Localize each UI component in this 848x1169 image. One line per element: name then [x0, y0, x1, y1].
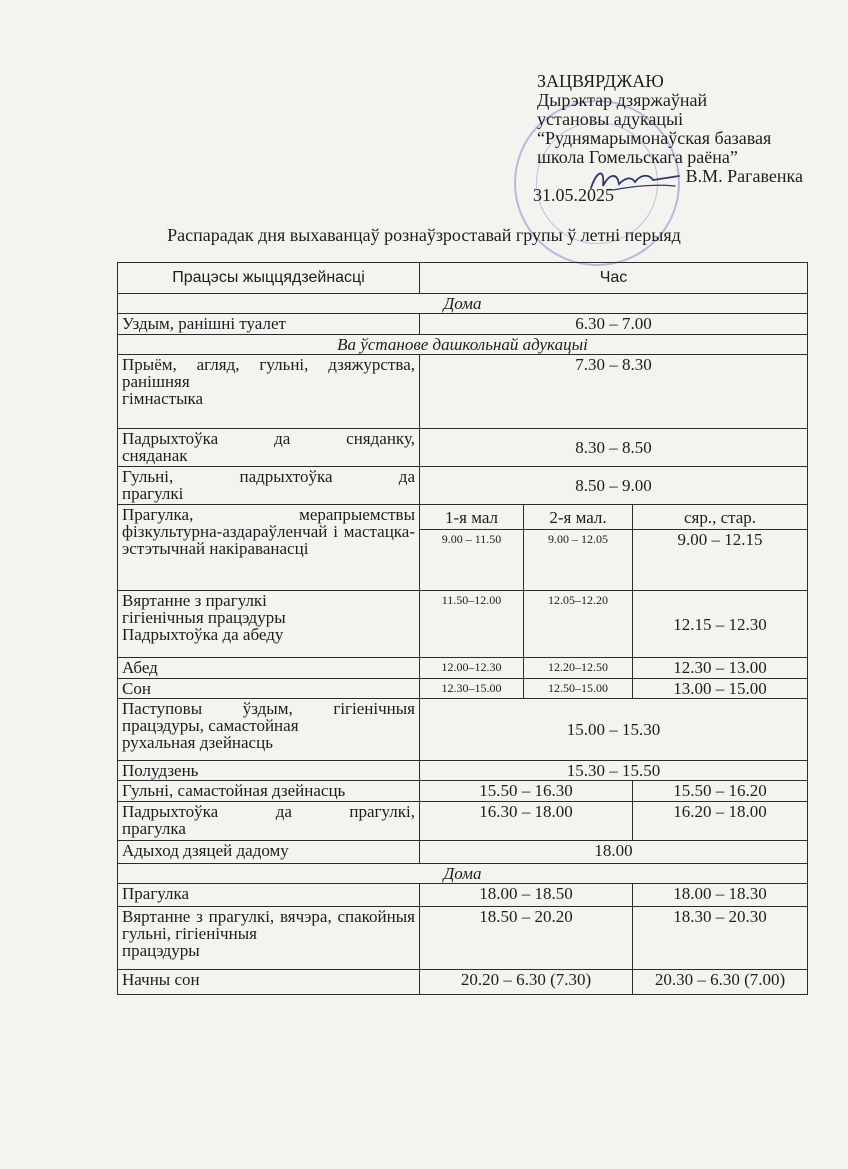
process-text: рухальная дзейнасць — [122, 733, 273, 753]
process-cell — [118, 429, 420, 467]
table-row — [118, 314, 808, 335]
time-cell-group-2: 12.20–12.50 — [524, 658, 633, 679]
process-cell — [118, 591, 420, 658]
process-text: працэдуры — [122, 940, 200, 960]
table-row — [118, 970, 808, 995]
time-cell-group-2: 12.50–15.00 — [524, 678, 633, 699]
process-text: Гульні, падрыхтоўка да — [122, 467, 415, 487]
table-row — [118, 591, 808, 658]
table-row — [118, 658, 808, 679]
time-cell-group-1: 12.00–12.30 — [420, 658, 524, 679]
process-text: прагулкі — [122, 484, 184, 504]
document-title: Распарадак дня выхаванцаў рознаўзроставай групы ў летні перыяд — [167, 225, 681, 245]
table-row — [118, 678, 808, 699]
process-cell: Начны сон — [118, 970, 420, 995]
process-cell — [118, 906, 420, 970]
process-cell: Полудзень — [118, 760, 420, 781]
table-row — [118, 906, 808, 970]
process-text: прагулка — [122, 818, 186, 838]
header-process: Працэсы жыццядзейнасці — [118, 263, 420, 294]
table-row — [118, 429, 808, 467]
section-row — [118, 863, 808, 884]
process-cell: Уздым, ранішні туалет — [118, 314, 420, 335]
section-home-evening: Дома — [118, 863, 808, 884]
table-row — [118, 355, 808, 429]
approval-heading: ЗАЦВЯРДЖАЮ — [537, 71, 664, 91]
approval-line-3: “Руднямарымонаўская базавая — [537, 128, 772, 148]
time-cell: 7.30 – 8.30 — [420, 355, 808, 429]
time-cell-groups-1-2: 18.50 – 20.20 — [420, 906, 633, 970]
table-row — [118, 699, 808, 761]
time-cell: 8.30 – 8.50 — [420, 429, 808, 467]
process-cell: Прагулка — [118, 884, 420, 907]
table-header-row — [118, 263, 808, 294]
group-3-header: сяр., стар. — [633, 505, 808, 530]
process-text: Вяртанне з прагулкі — [122, 591, 267, 611]
section-row — [118, 334, 808, 355]
time-cell-groups-1-2: 16.30 – 18.00 — [420, 801, 633, 840]
process-text: Падрыхтоўка да сняданку, — [122, 429, 415, 449]
process-cell: Прагулка, мерапрыемствы фізкультурна-аздараўленчай і мастацка-эстэтычнай накіраванасці — [118, 505, 420, 591]
time-cell-groups-1-2: 20.20 – 6.30 (7.30) — [420, 970, 633, 995]
section-home: Дома — [118, 293, 808, 314]
time-cell: 18.00 — [420, 840, 808, 863]
time-cell-group-3: 12.30 – 13.00 — [633, 658, 808, 679]
table-row — [118, 801, 808, 840]
table-row — [118, 760, 808, 781]
process-text: гігіенічныя працэдуры — [122, 608, 286, 628]
header-time: Час — [420, 263, 808, 294]
time-cell-group-3: 18.30 – 20.30 — [633, 906, 808, 970]
time-cell-group-1: 9.00 – 11.50 — [420, 529, 524, 591]
process-text: гімнастыка — [122, 389, 204, 409]
process-cell: Адыход дзяцей дадому — [118, 840, 420, 863]
process-cell — [118, 355, 420, 429]
time-cell: 8.50 – 9.00 — [420, 467, 808, 505]
table-row — [118, 884, 808, 907]
table-row — [118, 467, 808, 505]
time-cell-group-3: 20.30 – 6.30 (7.00) — [633, 970, 808, 995]
table-row — [118, 781, 808, 802]
time-cell-group-3: 15.50 – 16.20 — [633, 781, 808, 802]
time-cell-group-3: 16.20 – 18.00 — [633, 801, 808, 840]
approval-date: 31.05.2025 — [533, 185, 614, 205]
process-text: сняданак — [122, 446, 188, 466]
process-text: Вяртанне з прагулкі, вячэра, спакойныя гульні, гігіенічныя — [122, 906, 415, 943]
group-2-header: 2-я мал. — [524, 505, 633, 530]
approval-line-4: школа Гомельскага раёна” — [537, 147, 738, 167]
table-row — [118, 840, 808, 863]
process-cell: Гульні, самастойная дзейнасць — [118, 781, 420, 802]
process-text: Падрыхтоўка да абеду — [122, 625, 284, 645]
time-cell: 15.00 – 15.30 — [420, 699, 808, 761]
group-1-header: 1-я мал — [420, 505, 524, 530]
approval-line-1: Дырэктар дзяржаўнай — [537, 90, 708, 110]
time-cell-group-2: 9.00 – 12.05 — [524, 529, 633, 591]
process-cell — [118, 801, 420, 840]
time-cell-group-1: 11.50–12.00 — [420, 591, 524, 658]
process-cell: Абед — [118, 658, 420, 679]
time-cell-group-3: 18.00 – 18.30 — [633, 884, 808, 907]
process-cell: Сон — [118, 678, 420, 699]
section-institution: Ва ўстанове дашкольнай адукацыі — [118, 334, 808, 355]
process-text: Прыём, агляд, гульні, дзяжурства, ранішняя — [122, 355, 415, 392]
handwritten-signature — [583, 160, 693, 200]
process-cell — [118, 467, 420, 505]
approval-signer: В.М. Рагавенка — [685, 166, 803, 186]
time-cell-groups-1-2: 15.50 – 16.30 — [420, 781, 633, 802]
schedule-table — [117, 262, 808, 995]
approval-line-2: установы адукацыі — [537, 109, 684, 129]
time-cell-group-1: 12.30–15.00 — [420, 678, 524, 699]
process-text: Паступовы ўздым, гігіенічныя працэдуры, самастойная — [122, 699, 415, 736]
process-cell — [118, 699, 420, 761]
time-cell-groups-1-2: 18.00 – 18.50 — [420, 884, 633, 907]
time-cell-group-3: 9.00 – 12.15 — [633, 529, 808, 591]
table-row — [118, 505, 808, 530]
section-row — [118, 293, 808, 314]
time-cell-group-2: 12.05–12.20 — [524, 591, 633, 658]
time-cell-group-3: 13.00 – 15.00 — [633, 678, 808, 699]
process-text: Падрыхтоўка да прагулкі, — [122, 801, 415, 821]
time-cell-group-3: 12.15 – 12.30 — [633, 591, 808, 658]
time-cell: 15.30 – 15.50 — [420, 760, 808, 781]
time-cell: 6.30 – 7.00 — [420, 314, 808, 335]
